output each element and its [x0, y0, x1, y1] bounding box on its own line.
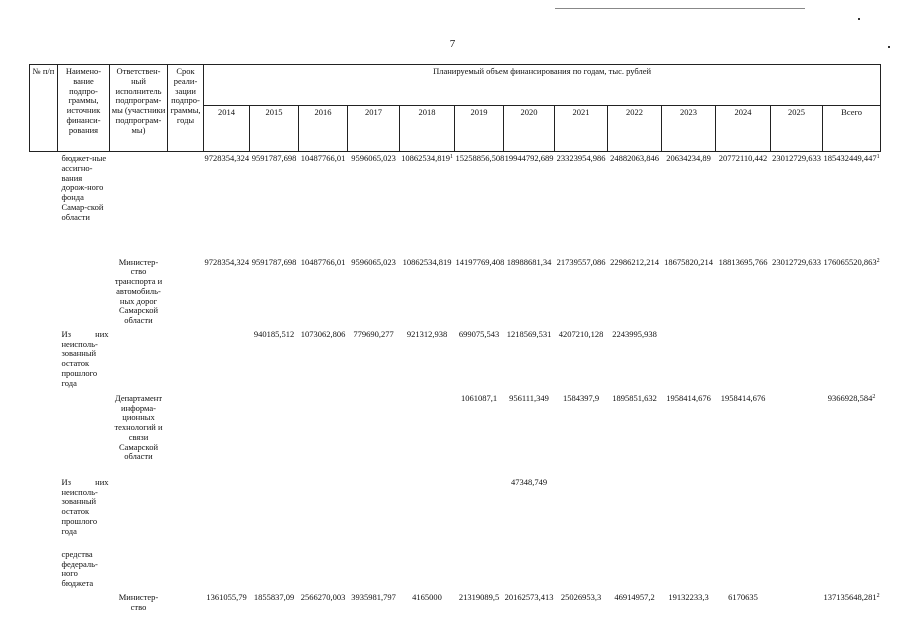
cell-value: 22986212,214	[610, 256, 659, 267]
page-number: 7	[449, 38, 456, 50]
cell-value: 15258856,508	[455, 153, 505, 163]
col-header-year: 2022	[608, 106, 662, 152]
col-header-year: 2017	[348, 106, 400, 152]
cell-value	[771, 328, 823, 392]
table-row	[30, 591, 881, 621]
cell-value: 6170635	[728, 591, 758, 602]
cell-value: 25026953,3	[560, 591, 602, 602]
cell-value: 9596065,023	[351, 153, 396, 163]
cell-value	[662, 328, 716, 392]
cell-value: 779690,277	[353, 328, 394, 339]
cell-value	[716, 548, 771, 591]
cell-number	[30, 152, 58, 256]
table-row	[30, 392, 881, 476]
cell-value	[771, 591, 823, 621]
cell-value	[204, 548, 250, 591]
cell-value: 1218569,531	[506, 328, 552, 339]
cell-total: 176065520,863$^2$	[823, 256, 880, 267]
cell-number	[30, 591, 58, 621]
scan-speck	[858, 18, 860, 20]
cell-value: 18988681,34	[506, 256, 552, 267]
cell-value	[504, 548, 555, 591]
cell-value	[771, 476, 823, 548]
cell-total: 137135648,281$^2$	[823, 591, 880, 602]
cell-value	[204, 476, 250, 548]
table-row	[30, 152, 881, 256]
cell-term	[168, 152, 204, 256]
cell-executor	[110, 548, 168, 591]
cell-value: 23012729,633	[772, 153, 821, 163]
cell-executor: Министер-ство	[118, 591, 159, 612]
cell-name	[58, 392, 110, 476]
col-header-year: 2023	[662, 106, 716, 152]
cell-executor: Департамент информа-ционных технологий и связи Самарской области	[114, 392, 163, 462]
cell-value: 24882063,846	[610, 153, 659, 163]
cell-value: 46914957,2	[614, 591, 655, 602]
cell-total: 185432449,447$^1$	[823, 153, 880, 163]
cell-total	[823, 476, 881, 548]
cell-value	[716, 328, 771, 392]
col-header-year: 2015	[250, 106, 299, 152]
cell-value: 10487766,01	[300, 256, 346, 267]
cell-executor	[110, 476, 168, 548]
col-header-year: 2014	[204, 106, 250, 152]
cell-value	[348, 476, 400, 548]
col-header-planned-volume: Планируемый объем финансирования по годам, тыс. рублей	[204, 65, 881, 106]
col-header-total: Всего	[823, 106, 881, 152]
cell-value: 1958414,676	[666, 392, 711, 403]
cell-value	[771, 548, 823, 591]
cell-value: 2243995,938	[612, 328, 657, 339]
col-header-name: Наимено-вание подпро-граммы, источник финанси-рования	[58, 65, 110, 152]
cell-value	[771, 392, 823, 476]
table-row	[30, 256, 881, 328]
cell-value	[400, 548, 455, 591]
cell-value: 21739557,086	[556, 256, 606, 267]
cell-executor	[110, 152, 168, 256]
cell-value: 921312,938	[406, 328, 448, 339]
cell-value: 9596065,023	[351, 256, 396, 267]
table-row	[30, 548, 881, 591]
cell-number	[30, 328, 58, 392]
cell-value	[662, 476, 716, 548]
cell-name: Из них неисполь-зованный остаток прошлого года	[61, 476, 109, 536]
cell-value: 1061087,1	[460, 392, 498, 403]
cell-value: 9591787,698	[251, 256, 297, 267]
col-header-executor: Ответствен-ный исполнитель подпрограм-мы (участники подпрограм-мы)	[110, 65, 168, 152]
cell-value: 1958414,676	[720, 392, 766, 403]
cell-value	[400, 476, 455, 548]
cell-value	[400, 392, 455, 476]
cell-value: 19132233,3	[668, 591, 709, 602]
col-header-year: 2016	[299, 106, 348, 152]
cell-value	[555, 548, 608, 591]
cell-total	[823, 328, 881, 392]
cell-value: 23012729,633	[772, 256, 821, 267]
table-row	[30, 476, 881, 548]
cell-value: 2566270,003	[300, 591, 346, 602]
col-header-year: 2025	[771, 106, 823, 152]
col-header-year: 2019	[455, 106, 504, 152]
cell-value: 1073062,806	[300, 328, 346, 339]
cell-value	[662, 548, 716, 591]
col-header-year: 2018	[400, 106, 455, 152]
cell-executor	[110, 328, 168, 392]
cell-number	[30, 392, 58, 476]
cell-value: 4207210,128	[558, 328, 604, 339]
cell-value	[455, 548, 504, 591]
cell-value	[348, 548, 400, 591]
col-header-year: 2021	[555, 106, 608, 152]
cell-value: 9591787,698	[251, 153, 297, 163]
cell-value	[250, 548, 299, 591]
cell-name: бюджет-ные ассигно-вания дорож-ного фонда Самар-ской области	[61, 153, 107, 222]
cell-value	[250, 392, 299, 476]
cell-value	[299, 476, 348, 548]
cell-term	[168, 392, 204, 476]
cell-value: 940185,512	[253, 328, 295, 339]
cell-value: 9728354,324	[204, 153, 250, 163]
cell-value	[555, 476, 608, 548]
cell-value: 20772110,442	[718, 153, 768, 163]
cell-name	[58, 256, 110, 328]
col-header-term: Срок реали-зации подпро-граммы, годы	[168, 65, 204, 152]
cell-value: 10487766,01	[300, 153, 346, 163]
cell-executor: Министер-ство транспорта и автомобиль-ных дорог Самарской области	[114, 256, 163, 326]
col-header-year: 2020	[504, 106, 555, 152]
cell-value: 10862534,819	[402, 256, 452, 267]
cell-value	[348, 392, 400, 476]
cell-term	[168, 548, 204, 591]
cell-term	[168, 256, 204, 328]
cell-value: 18813695,766	[718, 256, 768, 267]
cell-value	[716, 476, 771, 548]
cell-value	[608, 476, 662, 548]
col-header-year: 2024	[716, 106, 771, 152]
cell-name: средства федераль-ного бюджета	[61, 548, 98, 589]
cell-value: 47348,749	[510, 476, 548, 487]
cell-value: 956111,349	[509, 392, 549, 403]
cell-value: 699075,543	[458, 328, 500, 339]
cell-value: 9728354,324	[204, 256, 250, 267]
top-scan-line	[555, 8, 805, 9]
cell-value: 19944792,689	[504, 153, 554, 163]
cell-value	[299, 392, 348, 476]
cell-value	[299, 548, 348, 591]
cell-name: Из них неисполь-зованный остаток прошлого года	[61, 328, 109, 388]
cell-value: 23323954,986	[556, 153, 606, 163]
cell-value: 10862534,819$^1$	[401, 153, 453, 163]
cell-term	[168, 591, 204, 621]
cell-value	[455, 476, 504, 548]
cell-value: 14197769,408	[455, 256, 505, 267]
cell-number	[30, 256, 58, 328]
cell-value	[204, 328, 250, 392]
cell-value: 3935981,797	[351, 591, 396, 602]
cell-total: 9366928,584$^2$	[827, 392, 876, 403]
cell-number	[30, 548, 58, 591]
cell-term	[168, 476, 204, 548]
cell-value: 20162573,413	[504, 591, 554, 602]
cell-value	[608, 548, 662, 591]
cell-value: 1855837,09	[253, 591, 295, 602]
cell-value: 4165000	[412, 591, 442, 602]
cell-term	[168, 328, 204, 392]
cell-value: 1895851,632	[612, 392, 657, 403]
cell-value: 1584397,9	[562, 392, 600, 403]
table-row	[30, 328, 881, 392]
cell-value: 20634234,89	[666, 153, 711, 163]
col-header-number: № п/п	[30, 65, 58, 152]
cell-value: 21319089,5	[458, 591, 500, 602]
cell-value	[204, 392, 250, 476]
financing-table	[29, 64, 881, 621]
cell-value	[250, 476, 299, 548]
cell-number	[30, 476, 58, 548]
cell-value: 1361055,79	[206, 591, 247, 602]
cell-name	[58, 591, 110, 621]
cell-value: 18675820,214	[664, 256, 713, 267]
cell-total	[823, 548, 881, 591]
